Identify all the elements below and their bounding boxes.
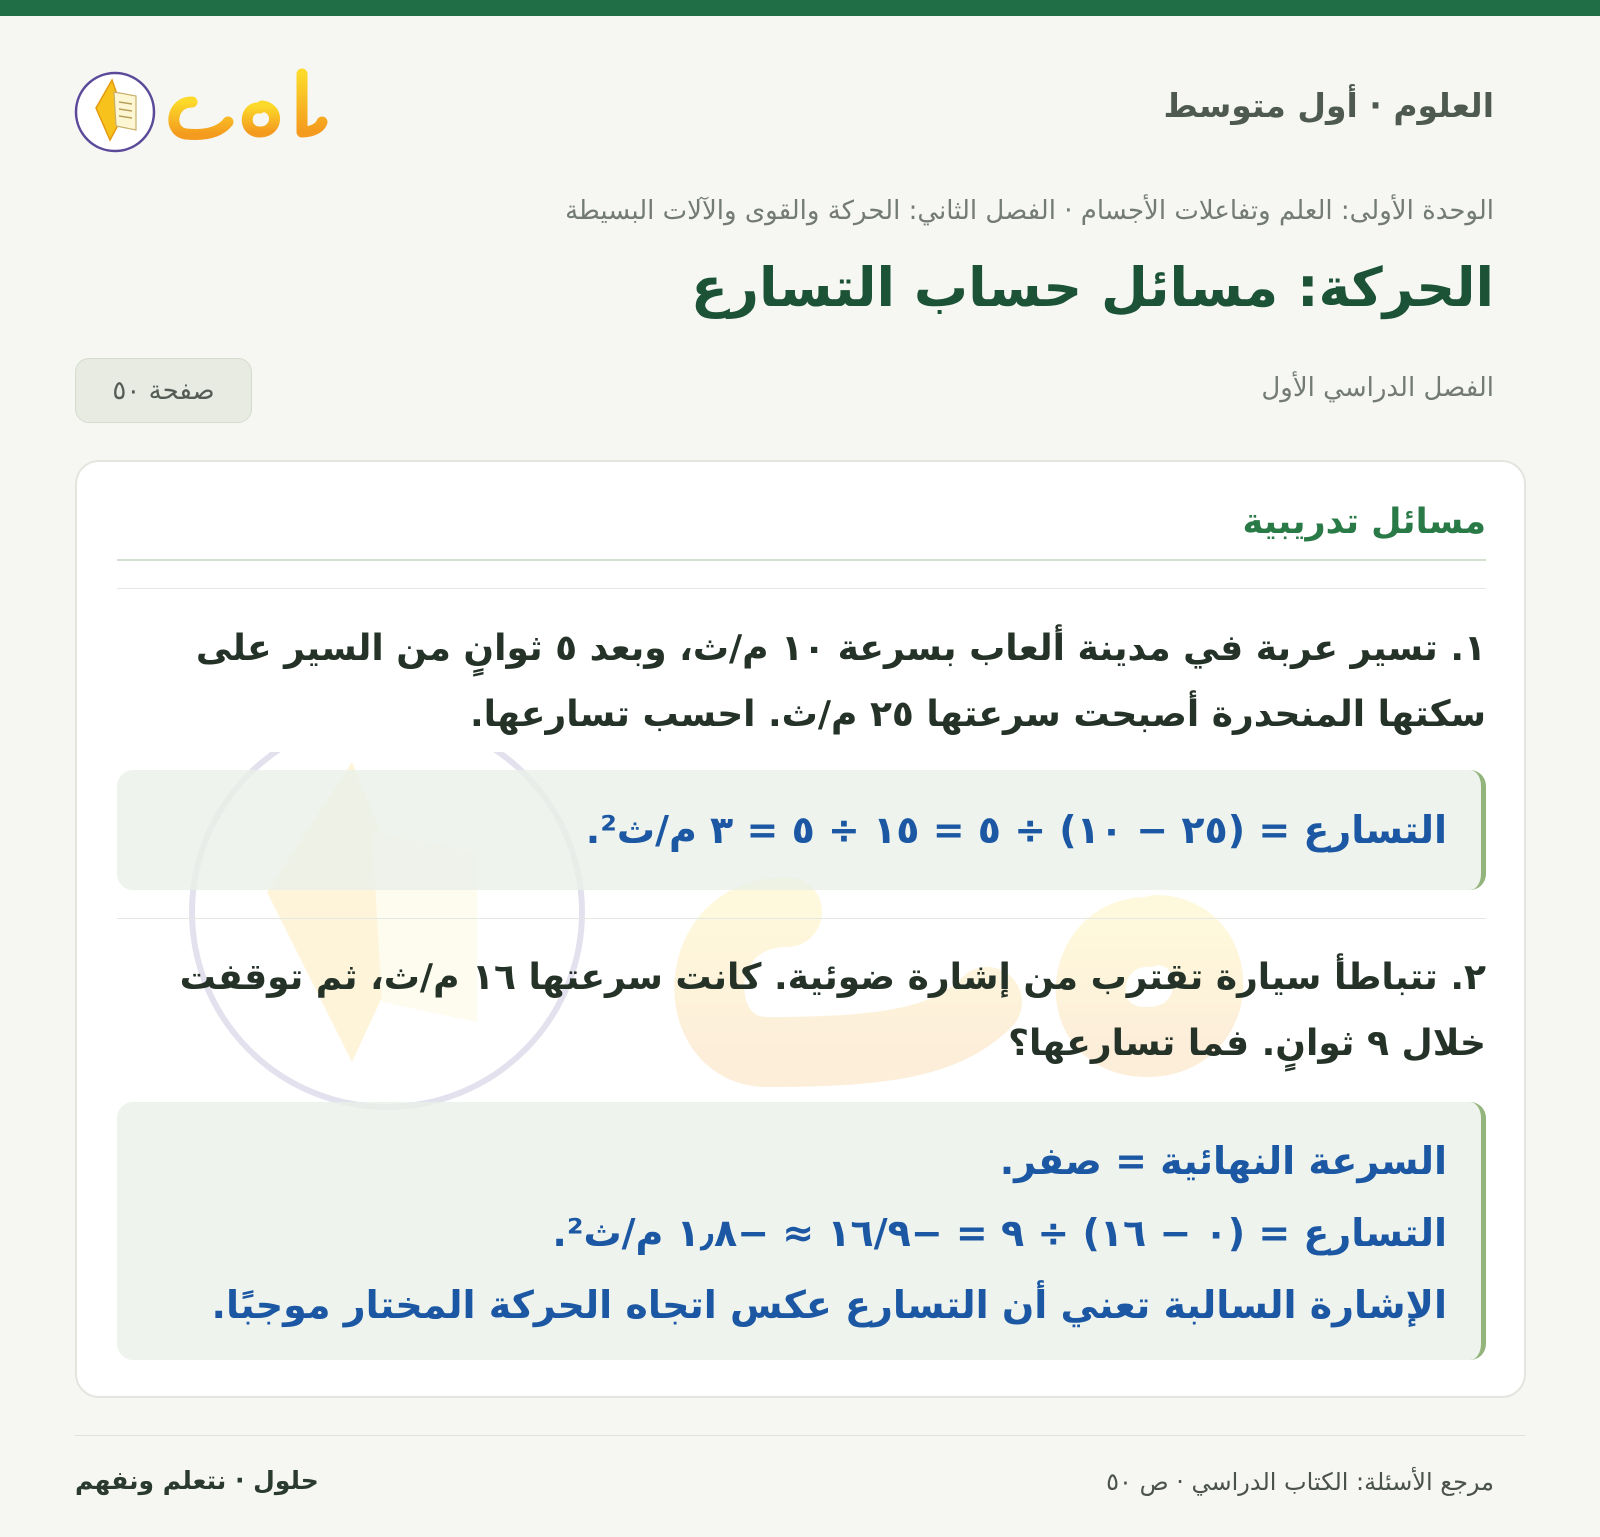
question-1: ١. تسير عربة في مدينة ألعاب بسرعة ١٠ م/ث، وبعد ٥ ثوانٍ من السير على سكتها المنحدرة أصبحت سرعتها ٢٥ م/ث. احسب تسارعها. bbox=[195, 628, 1486, 735]
answer-box-1 bbox=[117, 770, 1486, 890]
answer-2-line-2: التسارع = (٠ − ١٦) ÷ ٩ = −١٦/٩ ≈ −١٫٨ م/ث². bbox=[552, 1211, 1447, 1255]
footer-reference: مرجع الأسئلة: الكتاب الدراسي · ص ٥٠ bbox=[1106, 1468, 1494, 1496]
page-title: الحركة: مسائل حساب التسارع bbox=[690, 256, 1494, 319]
divider bbox=[117, 918, 1486, 919]
section-title: مسائل تدريبية bbox=[1242, 502, 1486, 542]
site-logo[interactable] bbox=[74, 58, 336, 158]
answer-1-line-1: التسارع = (٢٥ − ١٠) ÷ ٥ = ١٥ ÷ ٥ = ٣ م/ث². bbox=[585, 808, 1447, 852]
exercise-card bbox=[75, 460, 1526, 1398]
book-icon bbox=[76, 73, 154, 151]
breadcrumb: الوحدة الأولى: العلم وتفاعلات الأجسام · الفصل الثاني: الحركة والقوى والآلات البسيطة bbox=[565, 196, 1494, 226]
question-2: ٢. تتباطأ سيارة تقترب من إشارة ضوئية. كانت سرعتها ١٦ م/ث، ثم توقفت خلال ٩ ثوانٍ. فما تسارعها؟ bbox=[179, 957, 1486, 1064]
footer-brand[interactable]: حلول · نتعلم ونفهم bbox=[75, 1466, 319, 1495]
footer-divider bbox=[75, 1435, 1526, 1436]
top-accent-bar bbox=[0, 0, 1600, 16]
divider bbox=[117, 588, 1486, 589]
semester-label: الفصل الدراسي الأول bbox=[1261, 373, 1494, 403]
answer-2-line-3: الإشارة السالبة تعني أن التسارع عكس اتجاه الحركة المختار موجبًا. bbox=[211, 1283, 1447, 1327]
section-divider bbox=[117, 559, 1486, 561]
logo-wordmark bbox=[174, 66, 322, 135]
answer-2-line-1: السرعة النهائية = صفر. bbox=[999, 1139, 1447, 1183]
subject-label: العلوم · أول متوسط bbox=[1163, 86, 1494, 125]
answer-box-2 bbox=[117, 1102, 1486, 1360]
page-number-badge: صفحة ٥٠ bbox=[75, 358, 252, 423]
